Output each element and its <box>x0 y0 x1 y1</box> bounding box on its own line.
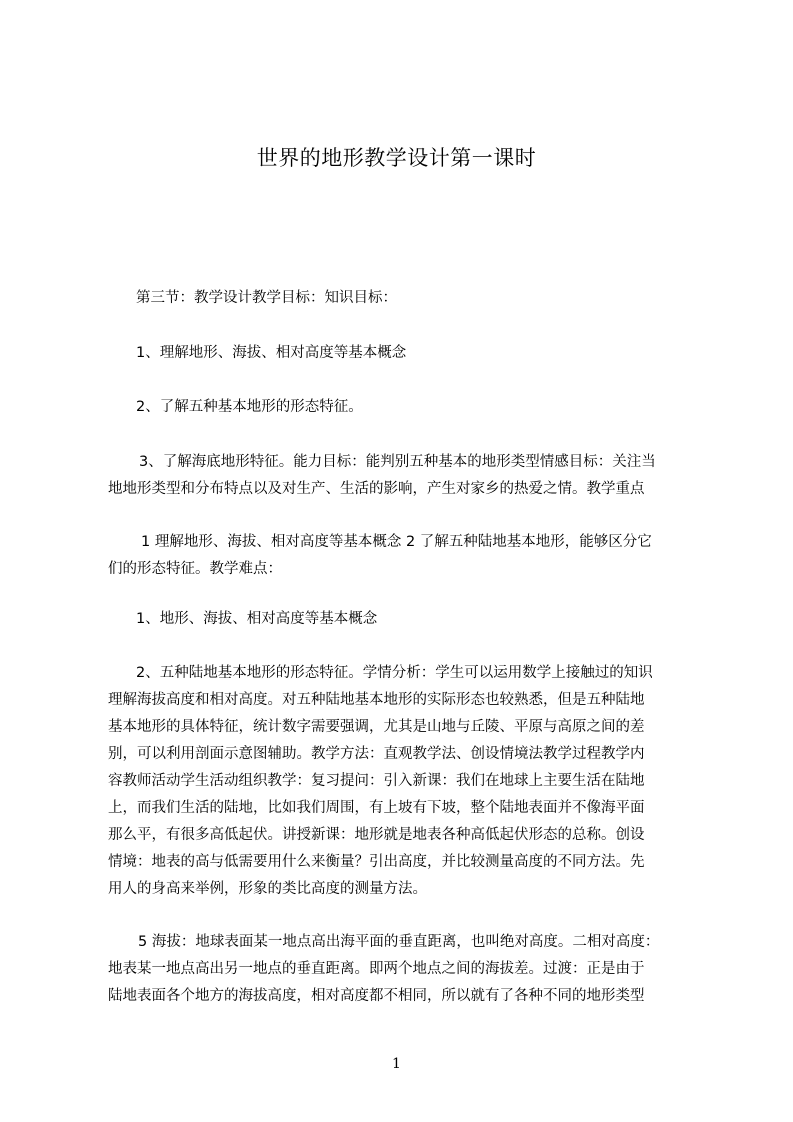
paragraph-goal-2 <box>108 394 708 421</box>
paragraph-line: 地表某一地点高出另一地点的垂直距离。即两个地点之间的海拔差。过渡：正是由于 <box>108 961 645 977</box>
paragraph-line: 别，可以利用剖面示意图辅助。教学方法：直观教学法、创设情境法教学过程教学内 <box>108 746 645 762</box>
paragraph-line: 用人的身高来举例，形象的类比高度的测量方法。 <box>108 881 427 897</box>
paragraph-line: 地地形类型和分布特点以及对生产、生活的影响，产生对家乡的热爱之情。教学重点 <box>108 481 645 497</box>
document-title: 世界的地形教学设计第一课时 <box>256 146 537 170</box>
paragraph-line: 第三节：教学设计教学目标：知识目标： <box>136 290 397 306</box>
page-number: 1 <box>392 1056 401 1072</box>
paragraph-difficulty <box>108 606 708 633</box>
paragraph-line: 1、理解地形、海拔、相对高度等基本概念 <box>136 345 407 361</box>
paragraph-goal-3 <box>108 449 708 503</box>
paragraph-key-points <box>108 529 708 583</box>
paragraph-line: 2、了解五种基本地形的形态特征。 <box>136 399 363 415</box>
paragraph-line: 2、五种陆地基本地形的形态特征。学情分析：学生可以运用数学上接触过的知识 <box>136 665 653 681</box>
paragraph-line: 1、地形、海拔、相对高度等基本概念 <box>136 611 378 627</box>
paragraph-line: 陆地表面各个地方的海拔高度，相对高度都不相同，所以就有了各种不同的地形类型 <box>108 988 645 1004</box>
paragraph-line: 理解海拔高度和相对高度。对五种陆地基本地形的实际形态也较熟悉，但是五种陆地 <box>108 692 645 708</box>
paragraph-line: 情境：地表的高与低需要用什么来衡量？引出高度，并比较测量高度的不同方法。先 <box>108 854 645 870</box>
paragraph-line: 们的形态特征。教学难点： <box>108 561 282 577</box>
paragraph-line: 那么平，有很多高低起伏。讲授新课：地形就是地表各种高低起伏形态的总称。创设 <box>108 827 645 843</box>
paragraph-goal-1 <box>108 340 708 367</box>
paragraph-line: 上，而我们生活的陆地，比如我们周围，有上坡有下坡，整个陆地表面并不像海平面 <box>108 800 645 816</box>
paragraph-line: 基本地形的具体特征，统计数字需要强调，尤其是山地与丘陵、平原与高原之间的差 <box>108 719 645 735</box>
paragraph-line: 1 理解地形、海拔、相对高度等基本概念 2 了解五种陆地基本地形，能够区分它 <box>141 534 652 550</box>
paragraph-altitude <box>108 929 708 1010</box>
paragraph-line: 容教师活动学生活动组织教学：复习提问：引入新课：我们在地球上主要生活在陆地 <box>108 773 645 789</box>
paragraph-analysis-process <box>108 660 708 903</box>
paragraph-line: 5 海拔：地球表面某一地点高出海平面的垂直距离，也叫绝对高度。二相对高度： <box>138 934 660 950</box>
paragraph-line: 3、了解海底地形特征。能力目标：能判别五种基本的地形类型情感目标：关注当 <box>139 454 656 470</box>
paragraph-knowledge-goals <box>108 285 708 312</box>
